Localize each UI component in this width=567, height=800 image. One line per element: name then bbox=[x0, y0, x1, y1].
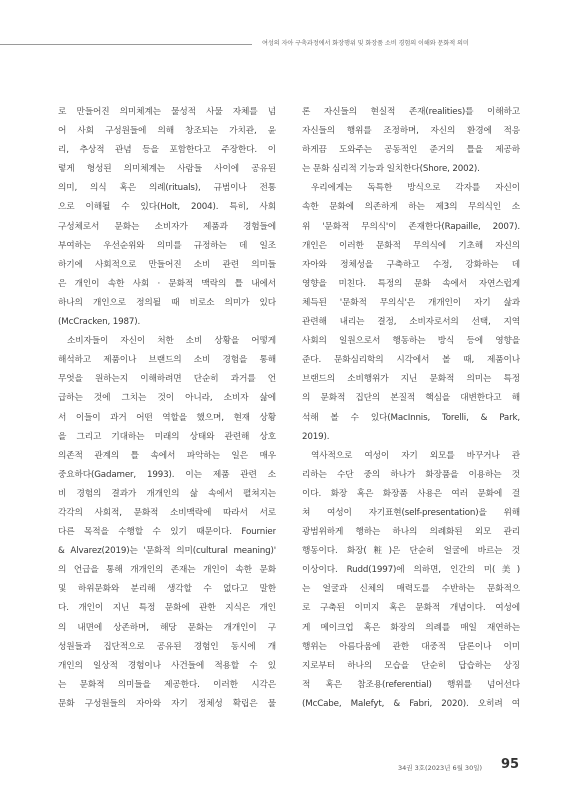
text-line: 비 경험의 결과가 개개인의 삶 속에서 펼쳐지는 bbox=[58, 488, 276, 499]
text-line: 리하는 수단 중의 하나가 화장품을 이용하는 것 bbox=[302, 469, 520, 480]
text-line: & Alvarez(2019)는 '문화적 의미(cultural meaning)' bbox=[58, 546, 276, 557]
text-line: 위 '문화적 무의식'이 존재한다(Rapaille, 2007). bbox=[302, 221, 520, 232]
text-line: 급하는 것에 그치는 것이 아니라, 소비자 삶에 bbox=[58, 393, 276, 404]
text-line: 중요하다(Gadamer, 1993). 이는 제품 관련 소 bbox=[58, 469, 276, 480]
page-number: 95 bbox=[501, 757, 520, 772]
text-line: 행위는 아름다움에 관한 대중적 담론이나 이미 bbox=[302, 641, 520, 652]
text-line: (McCracken, 1987). bbox=[58, 317, 141, 328]
text-line: 속한 문화에 의존하게 하는 제3의 무의식인 소 bbox=[302, 202, 520, 213]
text-line: 어 사회 구성원들에 의해 창조되는 가치관, 윤 bbox=[58, 126, 276, 137]
text-line: 의미, 의식 혹은 의례(rituals), 규범이나 전통 bbox=[58, 183, 276, 194]
text-line: 리, 추상적 관념 등을 포함한다고 주장한다. 이 bbox=[58, 145, 276, 156]
text-line: 문화 구성원들의 자아와 자기 정체성 확립은 물 bbox=[58, 698, 276, 709]
text-line: 준다. 문화심리학의 시각에서 볼 때, 제품이나 bbox=[302, 355, 520, 366]
right-text-column bbox=[302, 103, 520, 714]
text-line: 이다. 화장 혹은 화장품 사용은 여러 문화에 걸 bbox=[302, 488, 520, 499]
text-line: 우리에게는 독특한 방식으로 각자를 자신이 bbox=[311, 183, 520, 194]
text-line: 적 혹은 참조용(referential) 행위를 넘어선다 bbox=[302, 679, 520, 690]
text-line: 이상이다. Rudd(1997)에 의하면, 인간의 미(美) bbox=[302, 565, 520, 576]
text-line: 무엇을 원하는지 이해하려면 단순히 과거를 언 bbox=[58, 374, 276, 385]
text-line: 는 문화적 의미들을 제공한다. 이러한 시각은 bbox=[58, 679, 276, 690]
text-line: 을 그리고 기대하는 미래의 상태와 관련해 상호 bbox=[58, 431, 276, 442]
text-line: 는 문화 심리적 기능과 일치한다(Shore, 2002). bbox=[302, 164, 480, 175]
text-line: 하나의 개인으로 정의될 때 비로소 의미가 있다 bbox=[58, 297, 276, 308]
text-line: 쳐 여성이 자기표현(self-presentation)을 위해 bbox=[302, 507, 520, 518]
text-line: 관련해 내리는 결정, 소비자로서의 선택, 지역 bbox=[302, 317, 520, 328]
text-line: 개인은 이러한 문화적 무의식에 기초해 자신의 bbox=[302, 240, 520, 251]
text-line: 역사적으로 여성이 자기 외모를 바꾸거나 관 bbox=[311, 450, 520, 461]
text-line: 영향을 미친다. 특정의 문화 속에서 자연스럽게 bbox=[302, 278, 520, 289]
text-line: 로 구축된 이미지 혹은 문화적 개념이다. 여성에 bbox=[302, 603, 520, 614]
text-line: 브랜드의 소비행위가 지닌 문화적 의미는 특정 bbox=[302, 374, 520, 385]
text-line: 게 메이크업 혹은 화장의 의례를 매일 재연하는 bbox=[302, 622, 520, 633]
text-line: 자신들의 행위를 조정하며, 자신의 환경에 적응 bbox=[302, 126, 520, 137]
text-line: 하기에 사회적으로 만들어진 소비 관련 의미들 bbox=[58, 259, 276, 270]
text-line: 지로부터 하나의 모습을 단순히 답습하는 상징 bbox=[302, 660, 520, 671]
text-line: 론 자신들의 현실적 존재(realities)를 이해하고 bbox=[302, 107, 520, 117]
text-line: 광범위하게 행하는 하나의 의례화된 외모 관리 bbox=[302, 527, 520, 538]
text-line: 부여하는 우선순위와 의미를 규정하는 데 일조 bbox=[58, 240, 276, 251]
text-line: 으로 이해될 수 있다(Holt, 2004). 특히, 사회 bbox=[58, 202, 276, 213]
text-line: 자아와 정체성을 구축하고 수정, 강화하는 데 bbox=[302, 259, 520, 270]
text-line: 성원들과 집단적으로 공유된 경험인 동시에 개 bbox=[58, 641, 276, 652]
text-line: 는 얼굴과 신체의 매력도를 수반하는 문화적으 bbox=[302, 584, 520, 595]
text-line: 행동이다. 화장(粧)은 단순히 얼굴에 바르는 것 bbox=[302, 546, 520, 557]
header-rule bbox=[0, 44, 252, 45]
text-line: 하게끔 도와주는 공동적인 준거의 틀을 제공하 bbox=[302, 145, 520, 156]
text-line: 렇게 형성된 의미체계는 사람들 사이에 공유된 bbox=[58, 164, 276, 175]
issue-info: 34권 3호(2023년 6월 30일) bbox=[398, 764, 483, 772]
text-line: 소비자들이 자신이 처한 소비 상황을 어떻게 bbox=[67, 336, 276, 347]
text-line: 체득된 '문화적 무의식'은 개개인이 자기 삶과 bbox=[302, 297, 520, 308]
text-line: 은 개인이 속한 사회 · 문화적 맥락의 틀 내에서 bbox=[58, 278, 276, 289]
text-line: 의 문화적 집단의 본질적 핵심을 대변한다고 해 bbox=[302, 393, 520, 404]
text-line: 각각의 사회적, 문화적 소비맥락에 따라서 서로 bbox=[58, 507, 276, 518]
text-line: 의 언급을 통해 개개인의 존재는 개인이 속한 문화 bbox=[58, 565, 276, 576]
text-line: 로 만들어진 의미체계는 물성적 사물 자체를 넘 bbox=[58, 107, 276, 117]
text-line: 개인의 일상적 경험이나 사건들에 적용할 수 있 bbox=[58, 660, 276, 671]
text-line: 서 이들이 과거 어떤 역할을 했으며, 현재 상황 bbox=[58, 412, 276, 423]
text-line: 의존적 관계의 틀 속에서 파악하는 일은 매우 bbox=[58, 450, 276, 461]
text-line: (McCabe, Malefyt, & Fabri, 2020). 오히려 여 bbox=[302, 698, 520, 709]
text-line: 및 하위문화와 분리해 생각할 수 없다고 말한 bbox=[58, 584, 276, 595]
text-line: 의 내면에 상존하며, 해당 문화는 개개인이 구 bbox=[58, 622, 276, 633]
text-line: 석해 볼 수 있다(MacInnis, Torelli, & Park, bbox=[302, 412, 520, 423]
text-line: 다. 개인이 지닌 특정 문화에 관한 지식은 개인 bbox=[58, 603, 276, 614]
text-line: 구성체로서 문화는 소비자가 제품과 경험들에 bbox=[58, 221, 276, 232]
text-line: 해석하고 제품이나 브랜드의 소비 경험을 통해 bbox=[58, 355, 276, 366]
text-line: 다른 목적을 수행할 수 있기 때문이다. Fournier bbox=[58, 527, 276, 538]
text-line: 사회의 일원으로서 행동하는 방식 등에 영향을 bbox=[302, 336, 520, 347]
text-line: 2019). bbox=[302, 431, 330, 442]
left-text-column bbox=[58, 103, 276, 714]
running-title: 여성의 자아 구축과정에서 화장행위 및 화장품 소비 경험의 이해와 문화적 의미 bbox=[262, 40, 469, 47]
